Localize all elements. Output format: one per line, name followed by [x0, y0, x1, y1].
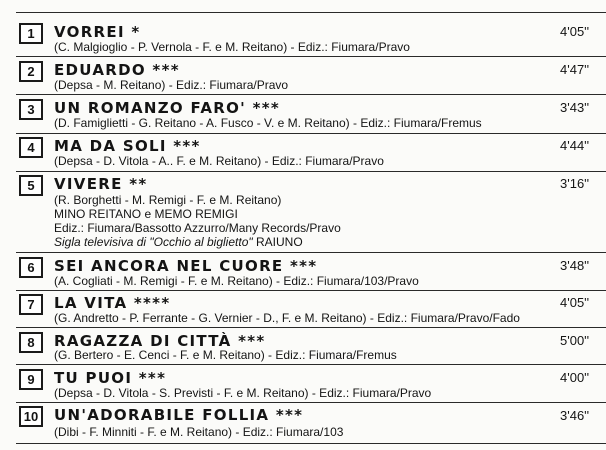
track-separator	[16, 402, 606, 403]
rating-stars: ****	[133, 294, 171, 312]
track-credits: (C. Malgioglio - P. Vernola - F. e M. Reitano) - Ediz.: Fiumara/Pravo	[54, 40, 410, 54]
track-duration: 4'00''	[560, 370, 590, 385]
track-performers: MINO REITANO e MEMO REMIGI	[54, 207, 238, 221]
track-duration: 4'05''	[560, 295, 590, 310]
rating-stars: ***	[275, 406, 304, 424]
track-separator	[16, 171, 606, 172]
track-credits: (G. Andretto - P. Ferrante - G. Vernier - D., F. e M. Reitano) - Ediz.: Fiumara/Pravo/Fado	[54, 311, 520, 325]
track-credits: (R. Borghetti - M. Remigi - F. e M. Reitano)	[54, 193, 282, 207]
track-separator	[16, 252, 606, 253]
track-number: 3	[19, 99, 43, 120]
track-number: 7	[19, 294, 43, 315]
track-title: RAGAZZA DI CITTÀ ***	[54, 332, 266, 350]
track-number: 6	[19, 257, 43, 278]
track-duration: 5'00''	[560, 333, 590, 348]
track-tv-theme-note: Sigla televisiva di "Occhio al biglietto" RAIUNO	[54, 235, 303, 249]
track-separator	[16, 133, 606, 134]
track-credits: (Depsa - D. Vitola - S. Previsti - F. e M. Reitano) - Ediz.: Fiumara/Pravo	[54, 386, 432, 400]
track-title: UN ROMANZO FARO' ***	[54, 99, 280, 117]
track-separator	[16, 443, 606, 444]
top-rule	[16, 12, 606, 13]
track-separator	[16, 327, 606, 328]
track-title: TU PUOI ***	[54, 369, 167, 387]
rating-stars: ***	[152, 61, 180, 79]
track-separator	[16, 94, 606, 95]
track-credits: (Depsa - D. Vitola - A.. F. e M. Reitano) - Ediz.: Fiumara/Pravo	[54, 154, 384, 168]
track-credits: (G. Bertero - E. Cenci - F. e M. Reitano) - Ediz.: Fiumara/Fremus	[54, 348, 397, 362]
track-duration: 4'05''	[560, 24, 590, 39]
track-number: 5	[19, 175, 43, 196]
rating-stars: ***	[252, 99, 280, 117]
track-duration: 3'43''	[560, 100, 590, 115]
track-publishers: Ediz.: Fiumara/Bassotto Azzurro/Many Records/Pravo	[54, 221, 341, 235]
track-number: 10	[19, 406, 43, 427]
rating-stars: ***	[173, 137, 201, 155]
track-title: VORREI *	[54, 23, 141, 41]
track-credits: (D. Famiglietti - G. Reitano - A. Fusco - V. e M. Reitano) - Ediz.: Fiumara/Fremus	[54, 116, 482, 130]
track-credits: (Dibi - F. Minniti - F. e M. Reitano) - Ediz.: Fiumara/103	[54, 425, 344, 439]
track-number: 8	[19, 332, 43, 353]
rating-stars: ***	[238, 332, 266, 350]
track-title: EDUARDO ***	[54, 61, 180, 79]
track-title: MA DA SOLI ***	[54, 137, 201, 155]
track-duration: 4'47''	[560, 62, 590, 77]
track-duration: 3'48''	[560, 258, 590, 273]
track-duration: 4'44''	[560, 138, 590, 153]
track-separator	[16, 290, 606, 291]
rating-stars: ***	[138, 369, 167, 387]
track-title: VIVERE **	[54, 175, 148, 193]
track-title: SEI ANCORA NEL CUORE ***	[54, 257, 318, 275]
track-duration: 3'16''	[560, 176, 590, 191]
track-title: LA VITA ****	[54, 294, 171, 312]
rating-stars: *	[131, 23, 141, 41]
track-duration: 3'46''	[560, 408, 590, 423]
track-title: UN'ADORABILE FOLLIA ***	[54, 406, 304, 424]
track-separator	[16, 56, 606, 57]
rating-stars: **	[129, 175, 148, 193]
rating-stars: ***	[290, 257, 318, 275]
track-credits: (A. Cogliati - M. Remigi - F. e M. Reitano) - Ediz.: Fiumara/103/Pravo	[54, 274, 419, 288]
track-number: 2	[19, 61, 43, 82]
track-credits: (Depsa - M. Reitano) - Ediz.: Fiumara/Pravo	[54, 78, 289, 92]
track-number: 1	[19, 23, 43, 44]
track-separator	[16, 364, 606, 365]
track-number: 4	[19, 137, 43, 158]
track-number: 9	[19, 369, 43, 390]
